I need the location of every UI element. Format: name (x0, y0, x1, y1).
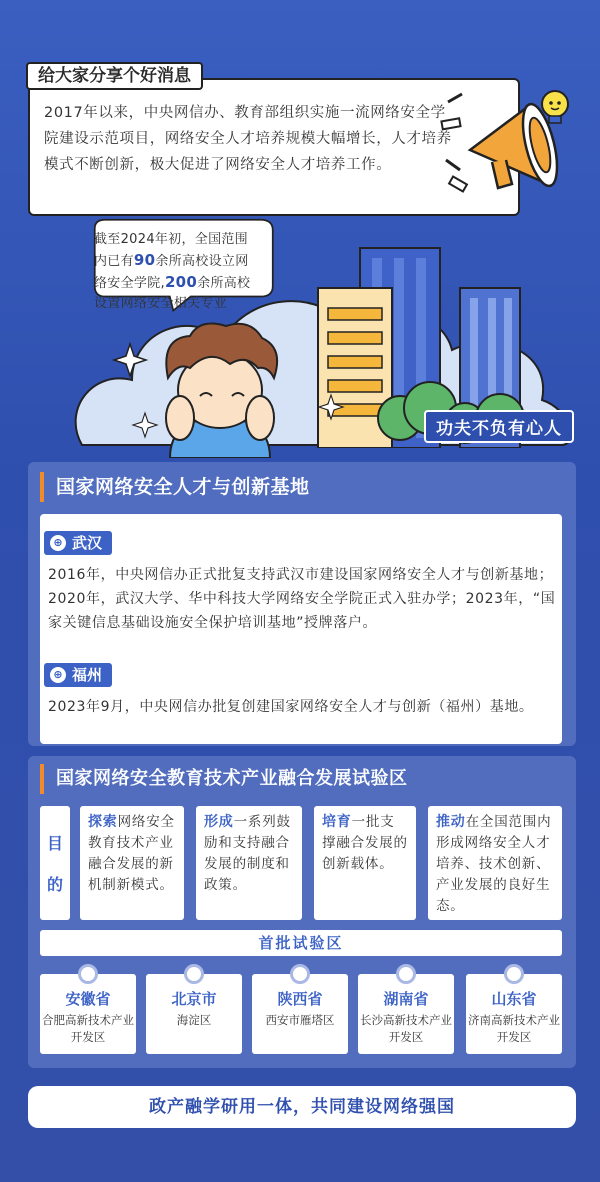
goal-item: 推动在全国范围内形成网络安全人才培养、技术创新、产业发展的良好生态。 (428, 806, 562, 920)
pin-icon (504, 964, 524, 984)
pin-icon (184, 964, 204, 984)
zone-province: 陕西省 (277, 990, 323, 1008)
zone-card (466, 974, 562, 1054)
globe-icon: ⊕ (50, 535, 66, 551)
zone-province: 安徽省 (65, 990, 111, 1008)
zone-province: 山东省 (491, 990, 537, 1008)
bubble-line-1: 截至2024年初，全国范围 (94, 232, 248, 247)
bubble-number-2: 200 (164, 273, 198, 291)
bubble-line-3: 络安全学院,200余所高校 (94, 273, 251, 291)
zone-province: 湖南省 (383, 990, 429, 1008)
city-label-fuzhou: 福州 (72, 666, 103, 684)
pin-icon (290, 964, 310, 984)
globe-icon: ⊕ (50, 667, 66, 683)
footer-slogan: 政产融学研用一体，共同建设网络强国 (28, 1086, 576, 1128)
bubble-line-2: 内已有90余所高校设立网 (94, 251, 249, 269)
bubble-line-4: 设置网络安全相关专业 (94, 296, 228, 311)
intro-illustration (0, 0, 600, 460)
goal-item: 培育一批支撑融合发展的创新载体。 (314, 806, 416, 920)
zone-district: 长沙高新技术产业开发区 (360, 1013, 452, 1044)
zone-card (358, 974, 454, 1054)
sparkle-icon (316, 392, 346, 422)
city-tag-wuhan (44, 531, 112, 555)
zone-card (252, 974, 348, 1054)
sparkle-icon (130, 410, 160, 440)
batch-title: 首批试验区 (40, 930, 562, 956)
intro-text: 2017年以来，中央网信办、教育部组织实施一流网络安全学院建设示范项目，网络安全人才培养规模大幅增长，人才培养模式不断创新，极大促进了网络安全人才培养工作。 (44, 105, 452, 173)
zone-district: 海淀区 (176, 1013, 212, 1027)
zone-card (40, 974, 136, 1054)
section-title-pilot-zone: 国家网络安全教育技术产业融合发展试验区 (40, 764, 408, 794)
slogan-badge: 功夫不负有心人 (424, 410, 574, 443)
zone-district: 合肥高新技术产业开发区 (42, 1013, 134, 1044)
zone-district: 西安市雁塔区 (265, 1013, 335, 1027)
zone-district: 济南高新技术产业开发区 (468, 1013, 560, 1044)
character-illustration (150, 318, 290, 458)
pin-icon (78, 964, 98, 984)
section-title-talent-base: 国家网络安全人才与创新基地 (40, 472, 310, 502)
zone-card (146, 974, 242, 1054)
wuhan-text: 2016年，中央网信办正式批复支持武汉市建设国家网络安全人才与创新基地；2020年，武汉大学、华中科技大学网络安全学院正式入驻办学；2023年，“国家关键信息基础设施安全保护培训基地”授牌落户。 (48, 567, 556, 631)
goal-item: 探索网络安全教育技术产业融合发展的新机制新模式。 (80, 806, 184, 920)
city-tag-fuzhou (44, 663, 112, 687)
city-label-wuhan: 武汉 (72, 534, 103, 552)
lightbulb-icon (530, 82, 580, 132)
goal-item: 形成一系列鼓励和支持融合发展的制度和政策。 (196, 806, 302, 920)
intro-tag: 给大家分享个好消息 (26, 62, 203, 90)
bubble-text (94, 230, 284, 314)
zone-province: 北京市 (171, 990, 217, 1008)
fuzhou-text: 2023年9月，中央网信办批复创建国家网络安全人才与创新（福州）基地。 (48, 699, 534, 715)
goal-label: 目 的 (40, 806, 70, 920)
bubble-number-1: 90 (133, 251, 156, 269)
sparkle-icon (110, 340, 150, 380)
pin-icon (396, 964, 416, 984)
